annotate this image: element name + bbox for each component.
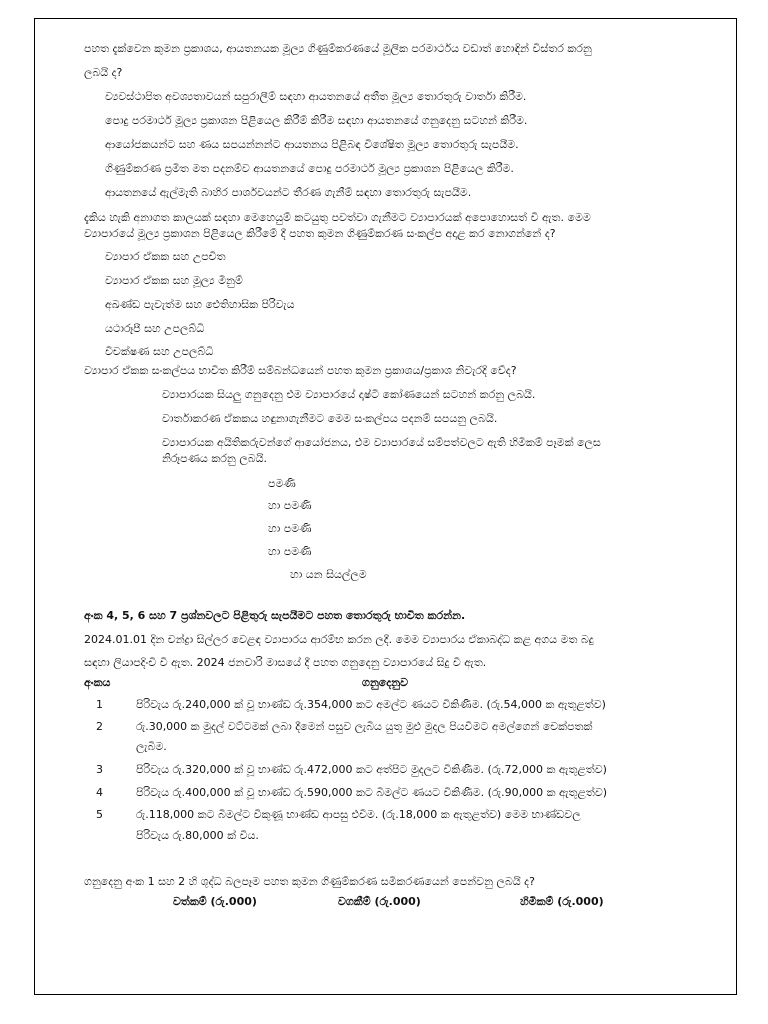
q2-option: අඛණ්ඩ පැවැත්ම සහ ඓතිහාසික පිරිවැය <box>105 298 295 311</box>
q2-question-line1: දැකිය හැකි අනාගත කාලයක් සඳහා මෙහෙයුම් කටයුතු පවත්වා ගැනීමට ව්‍යාපාරයක් අපොහොසත් වී ඇත. මෙම <box>84 211 591 224</box>
q3-statement: ව්‍යාපාරයක අයිතිකරුවන්ගේ ආයෝජනය, එම ව්‍යාපාරයේ සම්පත්වලට ඇති හිමිකම් පෑමක් ලෙස <box>162 436 601 449</box>
q3-statement: ව්‍යාපාරයක සියලු ගනුදෙනු එම ව්‍යාපාරයේ දෘෂ්ටි කෝණයෙන් සටහන් කරනු ලබයි. <box>162 388 536 401</box>
q1-option: ව්‍යවස්ථාපිත අවශ්‍යතාවයන් සපුරාලීම් සඳහා ආයතනයේ අතීත මූල්‍ය තොරතුරු වාර්තා කිරීම. <box>105 90 527 103</box>
q3-answer: හා පමණි <box>268 499 312 512</box>
table-row-number: 1 <box>96 698 103 711</box>
table-row-text: රු.30,000 ක මුදල් වට්ටමක් ලබා දීමෙන් පසුව ලැබිය යුතු මුළු මුදල පියවීමට අමල්ගෙන් චෙක්පතක් <box>136 720 593 733</box>
q2-option: ව්‍යාපාර ඒකක සහ උපචිත <box>105 250 226 263</box>
table-row-text-cont: ලැබීම. <box>136 740 167 753</box>
table-row-text: රු.118,000 කට බිමල්ට විකුණූ භාණ්ඩ ආපසු එවීම. (රු.18,000 ක ඇතුළත්ව) මෙම භාණ්ඩවල <box>136 808 581 821</box>
q2-option: යථාරූපී සහ උපලබ්ධි <box>105 322 205 335</box>
table-row-text: පිරිවැය රු.240,000 ක් වූ භාණ්ඩ රු.354,000 කට අමල්ට ණයට විකිණීම. (රු.54,000 ක ඇතුළත්ව) <box>136 698 606 711</box>
section-intro-line2: සඳහා ලියාපදිංචි වී ඇත. 2024 ජනවාරි මාසයේ දී පහත ගනුදෙනු ව්‍යාපාරයේ සිදු වී ඇත. <box>84 656 487 669</box>
q3-answer: හා පමණි <box>268 522 312 535</box>
q4-col-assets: වත්කම් (රු.000) <box>173 895 257 908</box>
q4-question: ගනුදෙනු අංක 1 සහ 2 හි ශුද්ධ බලපෑම පහත කුමන ගිණුම්කරණ සමීකරණයෙන් පෙන්වනු ලබයි ද? <box>84 875 535 888</box>
q1-question-line1: පහත දැක්වෙන කුමන ප්‍රකාශය, ආයතනයක මූල්‍ය ගිණුම්කරණයේ මූලික පරමාර්ථය වඩාත් හොඳින් විස්තර කරනු <box>84 42 592 55</box>
table-row-number: 2 <box>96 720 103 733</box>
q1-option: ගිණුම්කරණ ප්‍රමිත මත පදනම්ව ආයතනයේ පොදු පරමාර්ථ මූල්‍ය ප්‍රකාශන පිළියෙල කිරීම. <box>105 162 514 175</box>
table-row-number: 4 <box>96 786 103 799</box>
q3-answer: හා යන සියල්ලම <box>290 568 367 581</box>
table-row-number: 5 <box>96 808 103 821</box>
q3-answer: පමණි <box>268 477 296 490</box>
q1-option: පොදු පරමාර්ථ මූල්‍ය ප්‍රකාශන පිළියෙල කිරීම් කිරීම සඳහා ආයතනයේ ගනුදෙනු සටහන් කිරීම. <box>105 114 528 127</box>
table-header-number: අංකය <box>84 676 111 689</box>
q4-col-equity: හිමිකම් (රු.000) <box>520 895 604 908</box>
q2-option: විචක්ෂණ සහ උපලබ්ධි <box>105 345 214 358</box>
q3-statement: වාර්තාකරණ ඒකකය හඳුනාගැනීමට මෙම සංකල්පය පදනම් සපයනු ලබයි. <box>162 412 498 425</box>
q1-question-line2: ලබයි ද? <box>84 66 123 79</box>
q4-col-liabilities: වගකීම් (රු.000) <box>338 895 421 908</box>
section-heading: අංක 4, 5, 6 සහ 7 ප්‍රශ්නවලට පිළිතුරු සැපයීමට පහත තොරතුරු භාවිත කරන්න. <box>84 609 466 622</box>
q2-question-line2: ව්‍යාපාරයේ මූල්‍ය ප්‍රකාශන පිළියෙල කිරීමේ දී පහත කුමන ගිණුම්කරණ සංකල්ප අදාළ කර නොගන්නේ ද? <box>84 227 556 240</box>
table-row-number: 3 <box>96 763 103 776</box>
section-intro-line1: 2024.01.01 දින චන්ද්‍රා සිල්ලර වෙළඳ ව්‍යාපාරය ආරම්භ කරන ලදී. මෙම ව්‍යාපාරය ඒකාබද්ධ කළ අගය මත බදු <box>84 633 594 646</box>
q1-option: ආයෝජකයන්ට සහ ණය සපයන්නන්ට ආයතනය පිළිබඳ විශේෂිත මූල්‍ය තොරතුරු සැපයීම. <box>105 138 519 151</box>
table-row-text: පිරිවැය රු.320,000 ක් වූ භාණ්ඩ රු.472,000 කට අත්පිට මුදලට විකිණීම. (රු.72,000 ක ඇතුළත්ව) <box>136 763 607 776</box>
table-header-transaction: ගනුදෙනුව <box>362 676 409 689</box>
table-row-text: පිරිවැය රු.400,000 ක් වූ භාණ්ඩ රු.590,000 කට බිමල්ට ණයට විකිණීම. (රු.90,000 ක ඇතුළත්ව) <box>136 786 608 799</box>
q1-option: ආයතනයේ ඇල්මැති බාහිර පාර්ශවයන්ට තීරණ ගැනීම් සඳහා තොරතුරු සැපයීම. <box>105 186 472 199</box>
table-row-text-cont: පිරිවැය රු.80,000 ක් විය. <box>136 829 259 842</box>
q2-option: ව්‍යාපාර ඒකක සහ මූල්‍ය මිනුම් <box>105 274 243 287</box>
q3-statement: නිරූපණය කරනු ලබයි. <box>162 452 267 465</box>
q3-answer: හා පමණි <box>268 545 312 558</box>
q3-question: ව්‍යාපාර ඒකක සංකල්පය භාවිත කිරීම් සම්බන්ධයෙන් පහත කුමන ප්‍රකාශය/ප්‍රකාශ නිවැරදි වේද? <box>84 364 517 377</box>
